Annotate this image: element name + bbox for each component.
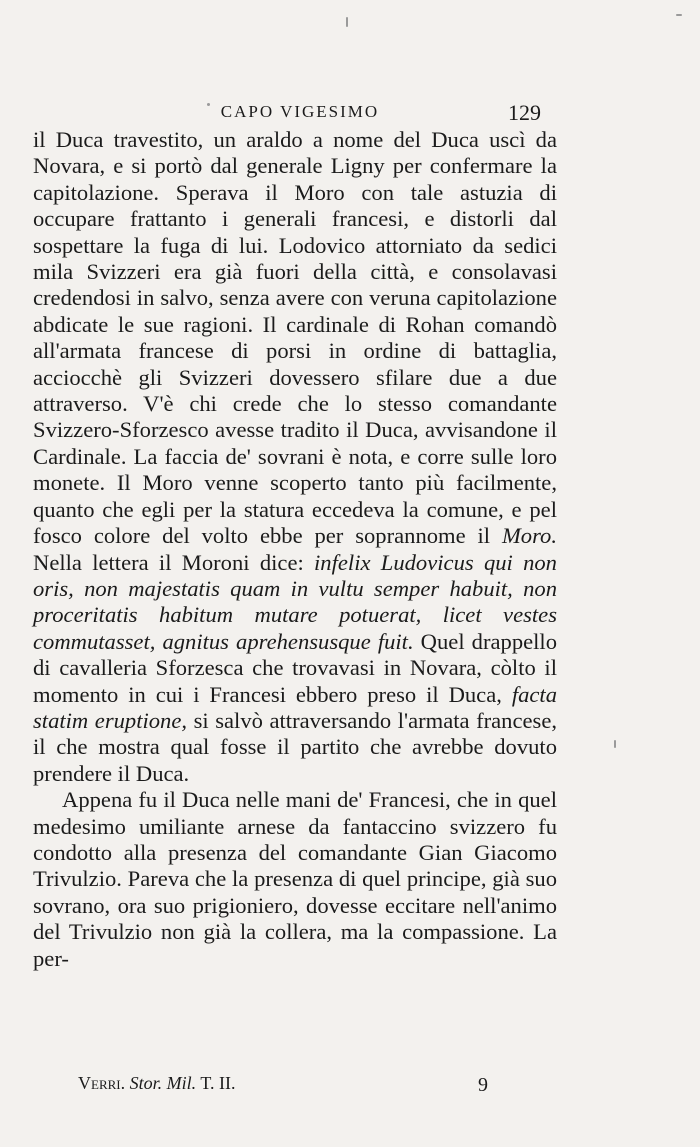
footer	[0, 1073, 700, 1099]
book-title: Stor. Mil.	[129, 1073, 197, 1093]
text-run: il Duca travestito, un araldo a nome del Duca uscì da Novara, e si portò dal generale Ligny per confermare la capitolazione. Sperava il Moro con tale astuzia di occupare frattanto i generali francesi, e distorli dal sospettare la fuga di lui. Lodovico attorniato da sedici mila Svizzeri era già fuori della città, e consolavasi credendosi in salvo, senza avere con veruna capitolazione abdicate le sue ragioni. Il cardinale di Rohan comandò all'armata francese di porsi in ordine di battaglia, acciocchè gli Svizzeri dovessero sfilare due a due attraverso. V'è chi crede che lo stesso comandante Svizzero-Sforzesco avesse tradito il Duca, avvisandone il Cardinale. La faccia de' sovrani è nota, e corre sulle loro monete. Il Moro venne scoperto tanto più facilmente, quanto che egli per la statura eccedeva la comune, e pel fosco colore del volto ebbe per soprannome il	[33, 127, 557, 549]
latin-quotation: infelix Ludovicus qui non oris, non majestatis quam in vultu semper habuit, non proceritatis habitum mutare potuerat, licet vestes commutasset, agnitus aprehensusque fuit.	[33, 549, 557, 654]
latin-phrase: facta statim eruptione,	[33, 681, 557, 733]
scan-speck	[614, 740, 616, 748]
body-text	[33, 127, 557, 972]
book-signature	[78, 1073, 235, 1094]
scan-speck	[676, 14, 682, 16]
volume-label: T. II.	[200, 1073, 236, 1093]
paragraph	[33, 127, 557, 787]
page-number: 129	[508, 100, 541, 125]
scan-speck	[207, 103, 210, 106]
paragraph: Appena fu il Duca nelle mani de' Francesi, che in quel medesimo umiliante arnese da fantaccino svizzero fu condotto alla presenza del comandante Gian Giacomo Trivulzio. Pareva che la presenza di quel principe, già suo sovrano, ora suo prigioniero, dovesse eccitare nell'animo del Trivulzio non già la collera, ma la compassione. La per-	[33, 787, 557, 971]
running-title: CAPO VIGESIMO	[220, 102, 380, 121]
italic-run: Moro.	[501, 523, 557, 549]
text-run: si salvò attraversando l'armata francese, il che mostra qual fosse il partito che avrebbe dovuto prendere il Duca.	[33, 707, 557, 786]
signature-mark: 9	[478, 1074, 488, 1096]
author-name: Verri.	[78, 1073, 126, 1093]
text-run: Quel drappello di cavalleria Sforzesca che trovavasi in Novara, còlto il momento in cui i Francesi ebbero preso il Duca,	[33, 628, 557, 707]
scan-speck	[346, 17, 348, 27]
text-run: Nella lettera il Moroni dice:	[33, 549, 315, 575]
running-head	[0, 100, 700, 126]
